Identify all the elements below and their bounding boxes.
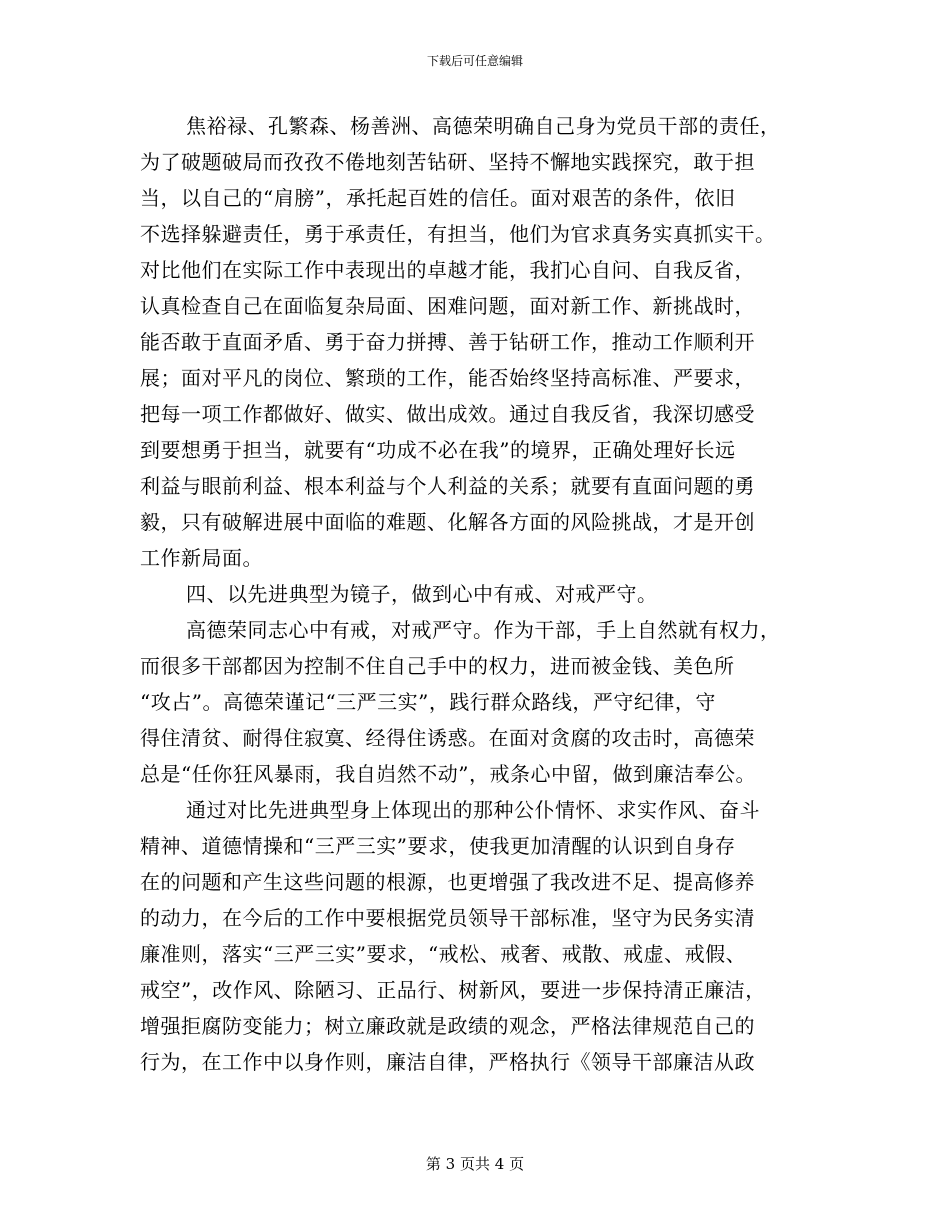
body-text-line: 为了破题破局而孜孜不倦地刻苦钻研、坚持不懈地实践探究，敢于担 [140, 150, 755, 174]
page-footer: 第 3 页共 4 页 [425, 1155, 525, 1173]
body-text-line: 对比他们在实际工作中表现出的卓越才能，我扪心自问、自我反省， [140, 258, 755, 282]
body-text-line: 四、以先进典型为镜子，做到心中有戒、对戒严守。 [186, 582, 658, 606]
body-text-line: 总是“任你狂风暴雨，我自岿然不动”，戒条心中留，做到廉洁奉公。 [140, 762, 756, 786]
body-text-line: 利益与眼前利益、根本利益与个人利益的关系；就要有直面问题的勇 [140, 474, 755, 498]
body-text-line: 的动力，在今后的工作中要根据党员领导干部标准，坚守为民务实清 [140, 906, 755, 930]
document-body [140, 108, 805, 1080]
body-text-line: 精神、道德情操和“三严三实”要求，使我更加清醒的认识到自身存 [140, 834, 736, 858]
body-text-line: 高德荣同志心中有戒，对戒严守。作为干部，手上自然就有权力， [186, 618, 781, 642]
body-text-line: 展；面对平凡的岗位、繁琐的工作，能否始终坚持高标准、严要求， [140, 366, 755, 390]
body-text-line: 毅，只有破解进展中面临的难题、化解各方面的风险挑战，才是开创 [140, 510, 755, 534]
body-text-line: 当，以自己的“肩膀”，承托起百姓的信任。面对艰苦的条件，依旧 [140, 186, 736, 210]
body-text-line: 到要想勇于担当，就要有“功成不必在我”的境界，正确处理好长远 [140, 438, 736, 462]
body-text-line: 工作新局面。 [140, 546, 263, 570]
body-text-line: 认真检查自己在面临复杂局面、困难问题，面对新工作、新挑战时， [140, 294, 755, 318]
body-text-line: 增强拒腐防变能力；树立廉政就是政绩的观念，严格法律规范自己的 [140, 1014, 755, 1038]
body-text-line: 不选择躲避责任，勇于承责任，有担当，他们为官求真务实真抓实干。 [140, 222, 776, 246]
body-text-line: “攻占”。高德荣谨记“三严三实”，践行群众路线，严守纪律，守 [140, 690, 716, 714]
body-text-line: 而很多干部都因为控制不住自己手中的权力，进而被金钱、美色所 [140, 654, 735, 678]
page-header: 下载后可任意编辑 [426, 54, 523, 68]
body-text-line: 能否敢于直面矛盾、勇于奋力拼搏、善于钻研工作，推动工作顺利开 [140, 330, 755, 354]
body-text-line: 焦裕禄、孔繁森、杨善洲、高德荣明确自己身为党员干部的责任， [186, 114, 781, 138]
body-text-line: 得住清贫、耐得住寂寞、经得住诱惑。在面对贪腐的攻击时，高德荣 [140, 726, 755, 750]
body-text-line: 通过对比先进典型身上体现出的那种公仆情怀、求实作风、奋斗 [186, 798, 760, 822]
body-text-line: 在的问题和产生这些问题的根源，也更增强了我改进不足、提高修养 [140, 870, 755, 894]
body-text-line: 戒空”，改作风、除陋习、正品行、树新风，要进一步保持清正廉洁， [140, 978, 766, 1002]
body-text-line: 行为，在工作中以身作则，廉洁自律，严格执行《领导干部廉洁从政 [140, 1050, 755, 1074]
body-text-line: 廉准则，落实“三严三实”要求，“戒松、戒奢、戒散、戒虚、戒假、 [140, 942, 747, 966]
body-text-line: 把每一项工作都做好、做实、做出成效。通过自我反省，我深切感受 [140, 402, 755, 426]
